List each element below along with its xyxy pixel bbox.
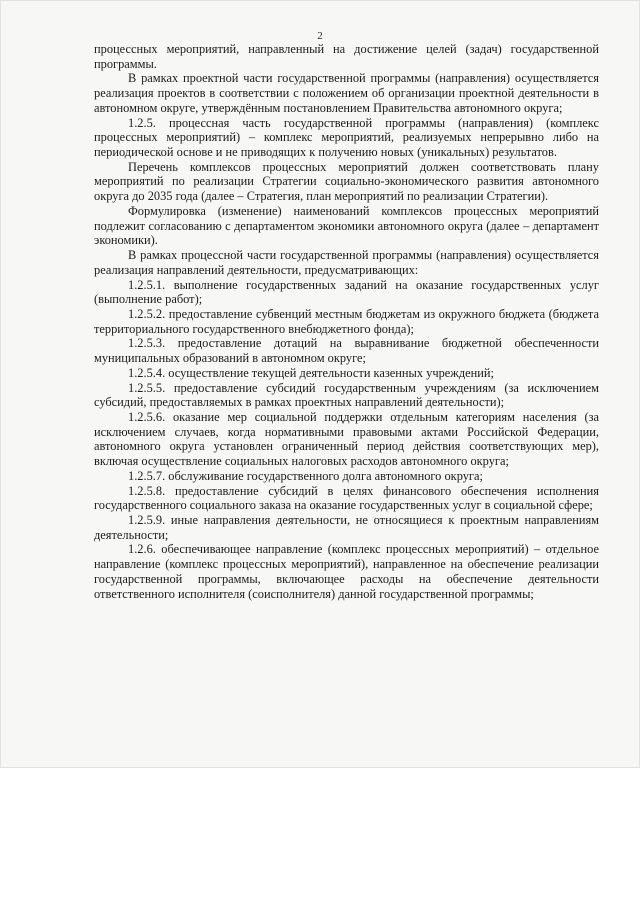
list-item: 1.2.5.2. предоставление субвенций местным бюджетам из окружного бюджета (бюджета территориального государственного внебюджетного фонда); (94, 306, 599, 336)
paragraph: Перечень комплексов процессных мероприятий должен соответствовать плану мероприятий по реализации Стратегии социально-экономического развития автономного округа до 2035 года (далее – Стратегия, план мероприятий по реализации Стратегии). (94, 159, 599, 204)
list-item: 1.2.5.3. предоставление дотаций на выравнивание бюджетной обеспеченности муниципальных образований в автономном округе; (94, 336, 599, 366)
paragraph: В рамках проектной части государственной программы (направления) осуществляется реализация проектов в соответствии с положением об организации проектной деятельности в автономном округе, утверждённым постановлением Правительства автономного округа; (94, 71, 599, 115)
document-body (94, 42, 599, 601)
list-item: 1.2.5.4. осуществление текущей деятельности казенных учреждений; (128, 365, 494, 380)
list-item: 1.2.5.7. обслуживание государственного долга автономного округа; (128, 468, 483, 483)
list-item: 1.2.5.1. выполнение государственных заданий на оказание государственных услуг (выполнение работ); (94, 277, 599, 307)
list-item: 1.2.5.5. предоставление субсидий государственным учреждениям (за исключением субсидий, предоставляемых в рамках проектных направлений деятельности); (94, 380, 599, 410)
list-item: 1.2.5.9. иные направления деятельности, не относящиеся к проектным направлениям деятельности; (94, 513, 599, 542)
paragraph: Формулировка (изменение) наименований комплексов процессных мероприятий подлежит согласованию с департаментом экономики автономного округа (далее – департамент экономики). (94, 203, 599, 248)
paragraph: 1.2.6. обеспечивающее направление (комплекс процессных мероприятий) – отдельное направление (комплекс процессных мероприятий), направленное на обеспечение реализации государственной программы, включающее расходы на обеспечение деятельности ответственного исполнителя (соисполнителя) данной государственной программы; (94, 542, 599, 601)
list-item: 1.2.5.8. предоставление субсидий в целях финансового обеспечения исполнения государственного социального заказа на оказание государственных услуг в социальной сфере; (94, 483, 599, 513)
paragraph: В рамках процессной части государственной программы (направления) осуществляется реализация направлений деятельности, предусматривающих: (94, 248, 599, 277)
paragraph: процессных мероприятий, направленный на достижение целей (задач) государственной программы. (94, 42, 599, 71)
paragraph: 1.2.5. процессная часть государственной программы (направления) (комплекс процессных мероприятий) – комплекс мероприятий, реализуемых непрерывно либо на периодической основе и не приводящих к получению новых (уникальных) результатов. (94, 115, 599, 160)
list-item: 1.2.5.6. оказание мер социальной поддержки отдельным категориям населения (за исключением случаев, когда нормативными правовыми актами Российской Федерации, автономного округа установлен ограниченный период действия соответствующих мер), включая осуществление социальных налоговых расходов автономного округа; (94, 409, 599, 469)
page-number: 2 (317, 30, 323, 42)
